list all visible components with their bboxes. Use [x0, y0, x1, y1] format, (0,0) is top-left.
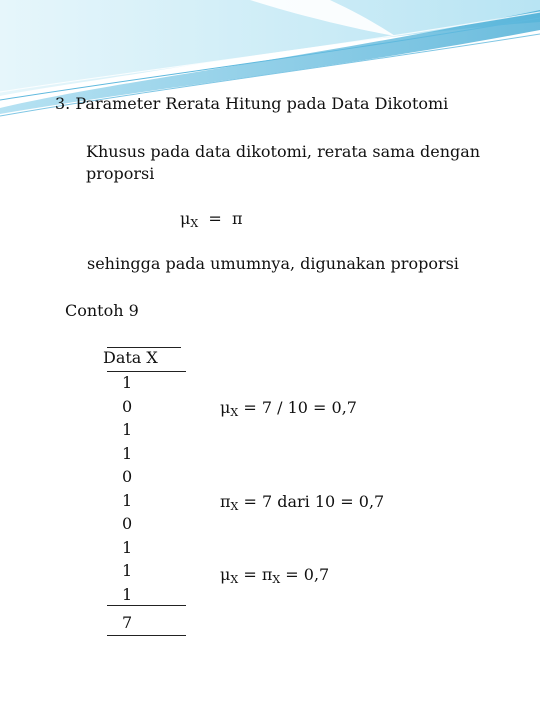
eq3-rest2: = 0,7 [280, 565, 330, 584]
data-value-cell: 1 [122, 443, 133, 463]
data-value-cell: 1 [122, 537, 133, 557]
equation-mean [220, 398, 357, 423]
table-header: Data X [103, 348, 158, 367]
data-value-cell: 1 [122, 584, 133, 604]
intro-line-2: proporsi [86, 164, 155, 183]
intro-line-1: Khusus pada data dikotomi, rerata sama dengan [86, 142, 481, 161]
equation-equality [220, 565, 329, 590]
eq3-sub2: X [272, 573, 281, 586]
data-value-cell: 1 [122, 561, 133, 580]
eq1-sub: X [230, 406, 239, 419]
eq1-rest: = 7 / 10 = 0,7 [238, 398, 357, 417]
table-sum-rule [107, 605, 186, 606]
eq3-sub: X [230, 573, 239, 586]
data-value-cell: 0 [122, 396, 133, 416]
eq2-sub: X [230, 500, 239, 513]
eq2-rest: = 7 dari 10 = 0,7 [238, 492, 385, 511]
table-bottom-rule [107, 635, 186, 636]
equation-proportion [220, 492, 384, 517]
data-value-cell: 1 [122, 420, 133, 439]
table-total: 7 [122, 613, 133, 632]
intro-paragraph [86, 141, 480, 185]
formula-pi: π [232, 209, 243, 228]
data-value-cell: 0 [122, 514, 133, 533]
wave-background [0, 0, 540, 96]
table-header-rule [107, 371, 186, 372]
eq2-symbol: π [220, 492, 231, 511]
data-value-cell: 1 [122, 490, 133, 510]
conclusion-text: sehingga pada umumnya, digunakan proporsi [87, 254, 459, 273]
data-value-cell: 0 [122, 467, 133, 486]
eq3-symbol: μ [220, 565, 231, 584]
eq1-symbol: μ [220, 398, 231, 417]
formula-mu: μ [180, 209, 191, 228]
formula-equals: = [208, 209, 222, 228]
section-heading: 3. Parameter Rerata Hitung pada Data Dikotomi [55, 94, 449, 113]
eq3-rest: = π [238, 565, 273, 584]
example-label: Contoh 9 [65, 301, 139, 320]
main-formula [180, 209, 243, 234]
data-value-cell: 1 [122, 373, 133, 392]
formula-mu-sub: X [190, 217, 199, 230]
